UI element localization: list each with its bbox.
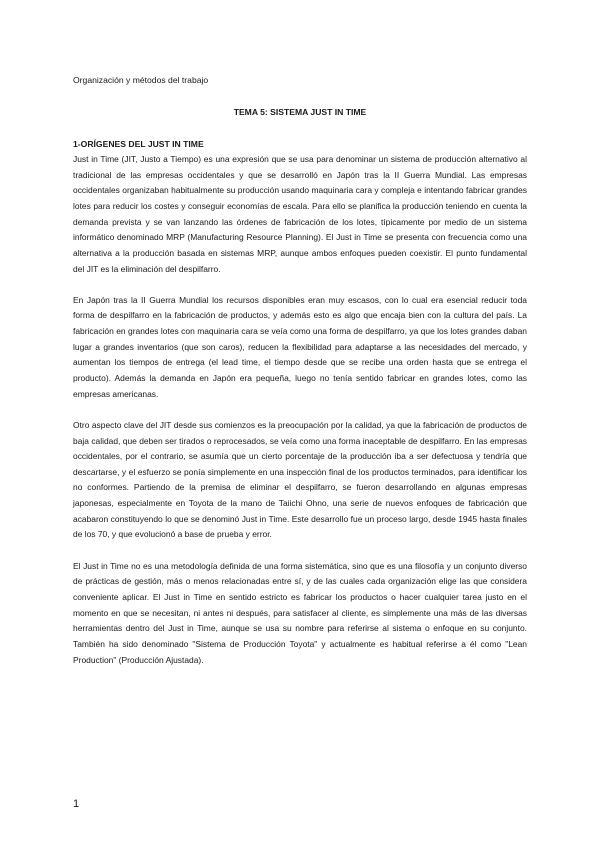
paragraph-4: El Just in Time no es una metodología definida de una forma sistemática, sino que es una filosofía y un conjunto diverso de prácticas de gestión, más o menos relacionadas entre sí, y de las cuales cada organización elige las que considera conveniente aplicar. El Just in Time en sentido estricto es fabricar los productos o hacer cualquier tarea justo en el momento en que se necesitan, ni antes ni después, para satisfacer al cliente, es simplemente una más de las diversas herramientas dentro del Just in Time, aunque se usa su nombre para referirse al sistema o enfoque en su conjunto. También ha sido denominado "Sistema de Producción Toyota" y actualmente es habitual referirse a él como "Lean Production" (Producción Ajustada). [73, 560, 527, 665]
document-title: TEMA 5: SISTEMA JUST IN TIME [233, 107, 367, 117]
paragraph-2: En Japón tras la II Guerra Mundial los recursos disponibles eran muy escasos, con lo cual era esencial reducir toda forma de despilfarro en la fabricación de productos, y además esto es algo que encaja bien con la cultura del país. La fabricación en grandes lotes con maquinaria cara se veía como una forma de despilfarro, ya que los lotes grandes daban lugar a grandes inventarios (que son caros), reducen la flexibilidad para adaptarse a las necesidades del mercado, y aumentan los tiempos de entrega (el lead time, el tiempo desde que se recibe una orden hasta que se entrega el producto). Además la demanda en Japón era pequeña, luego no tenía sentido fabricar en grandes lotes, como las empresas americanas. [73, 294, 527, 399]
section-heading: 1-ORÍGENES DEL JUST IN TIME [73, 139, 204, 149]
document-body [73, 152, 527, 684]
subject-header: Organización y métodos del trabajo [73, 75, 209, 85]
page-number: 1 [73, 798, 80, 810]
paragraph-3: Otro aspecto clave del JIT desde sus comienzos es la preocupación por la calidad, ya que la fabricación de productos de baja calidad, que deben ser tirados o reprocesados, se veía como una forma inaceptable de despilfarro. En las empresas occidentales, por el contrario, se asumía que un cierto porcentaje de la producción iba a ser defectuosa y tendría que descartarse, y el esfuerzo se ponía simplemente en una inspección final de los productos terminados, para identificar los no conformes. Partiendo de la premisa de eliminar el despilfarro, se fueron desarrollando en algunas empresas japonesas, especialmente en Toyota de la mano de Taiichi Ohno, una serie de nuevos enfoques de fabricación que acabaron constituyendo lo que se denominó Just in Time. Este desarrollo fue un proceso largo, desde 1945 hasta finales de los 70, y que evolucionó a base de prueba y error. [73, 419, 527, 540]
paragraph-1: Just in Time (JIT, Justo a Tiempo) es una expresión que se usa para denominar un sistema de producción alternativo al tradicional de las empresas occidentales y que se desarrolló en Japón tras la II Guerra Mundial. Las empresas occidentales organizaban habitualmente su producción usando maquinaria cara y compleja e intentando fabricar grandes lotes para reducir los costes y conseguir economías de escala. Para ello se planifica la producción teniendo en cuenta la demanda prevista y se van lanzando las órdenes de fabricación de los lotes, típicamente por medio de un sistema informático denominado MRP (Manufacturing Resource Planning). El Just in Time se presenta con frecuencia como una alternativa a la producción basada en sistemas MRP, aunque ambos enfoques pueden coexistir. El punto fundamental del JIT es la eliminación del despilfarro. [73, 154, 527, 274]
